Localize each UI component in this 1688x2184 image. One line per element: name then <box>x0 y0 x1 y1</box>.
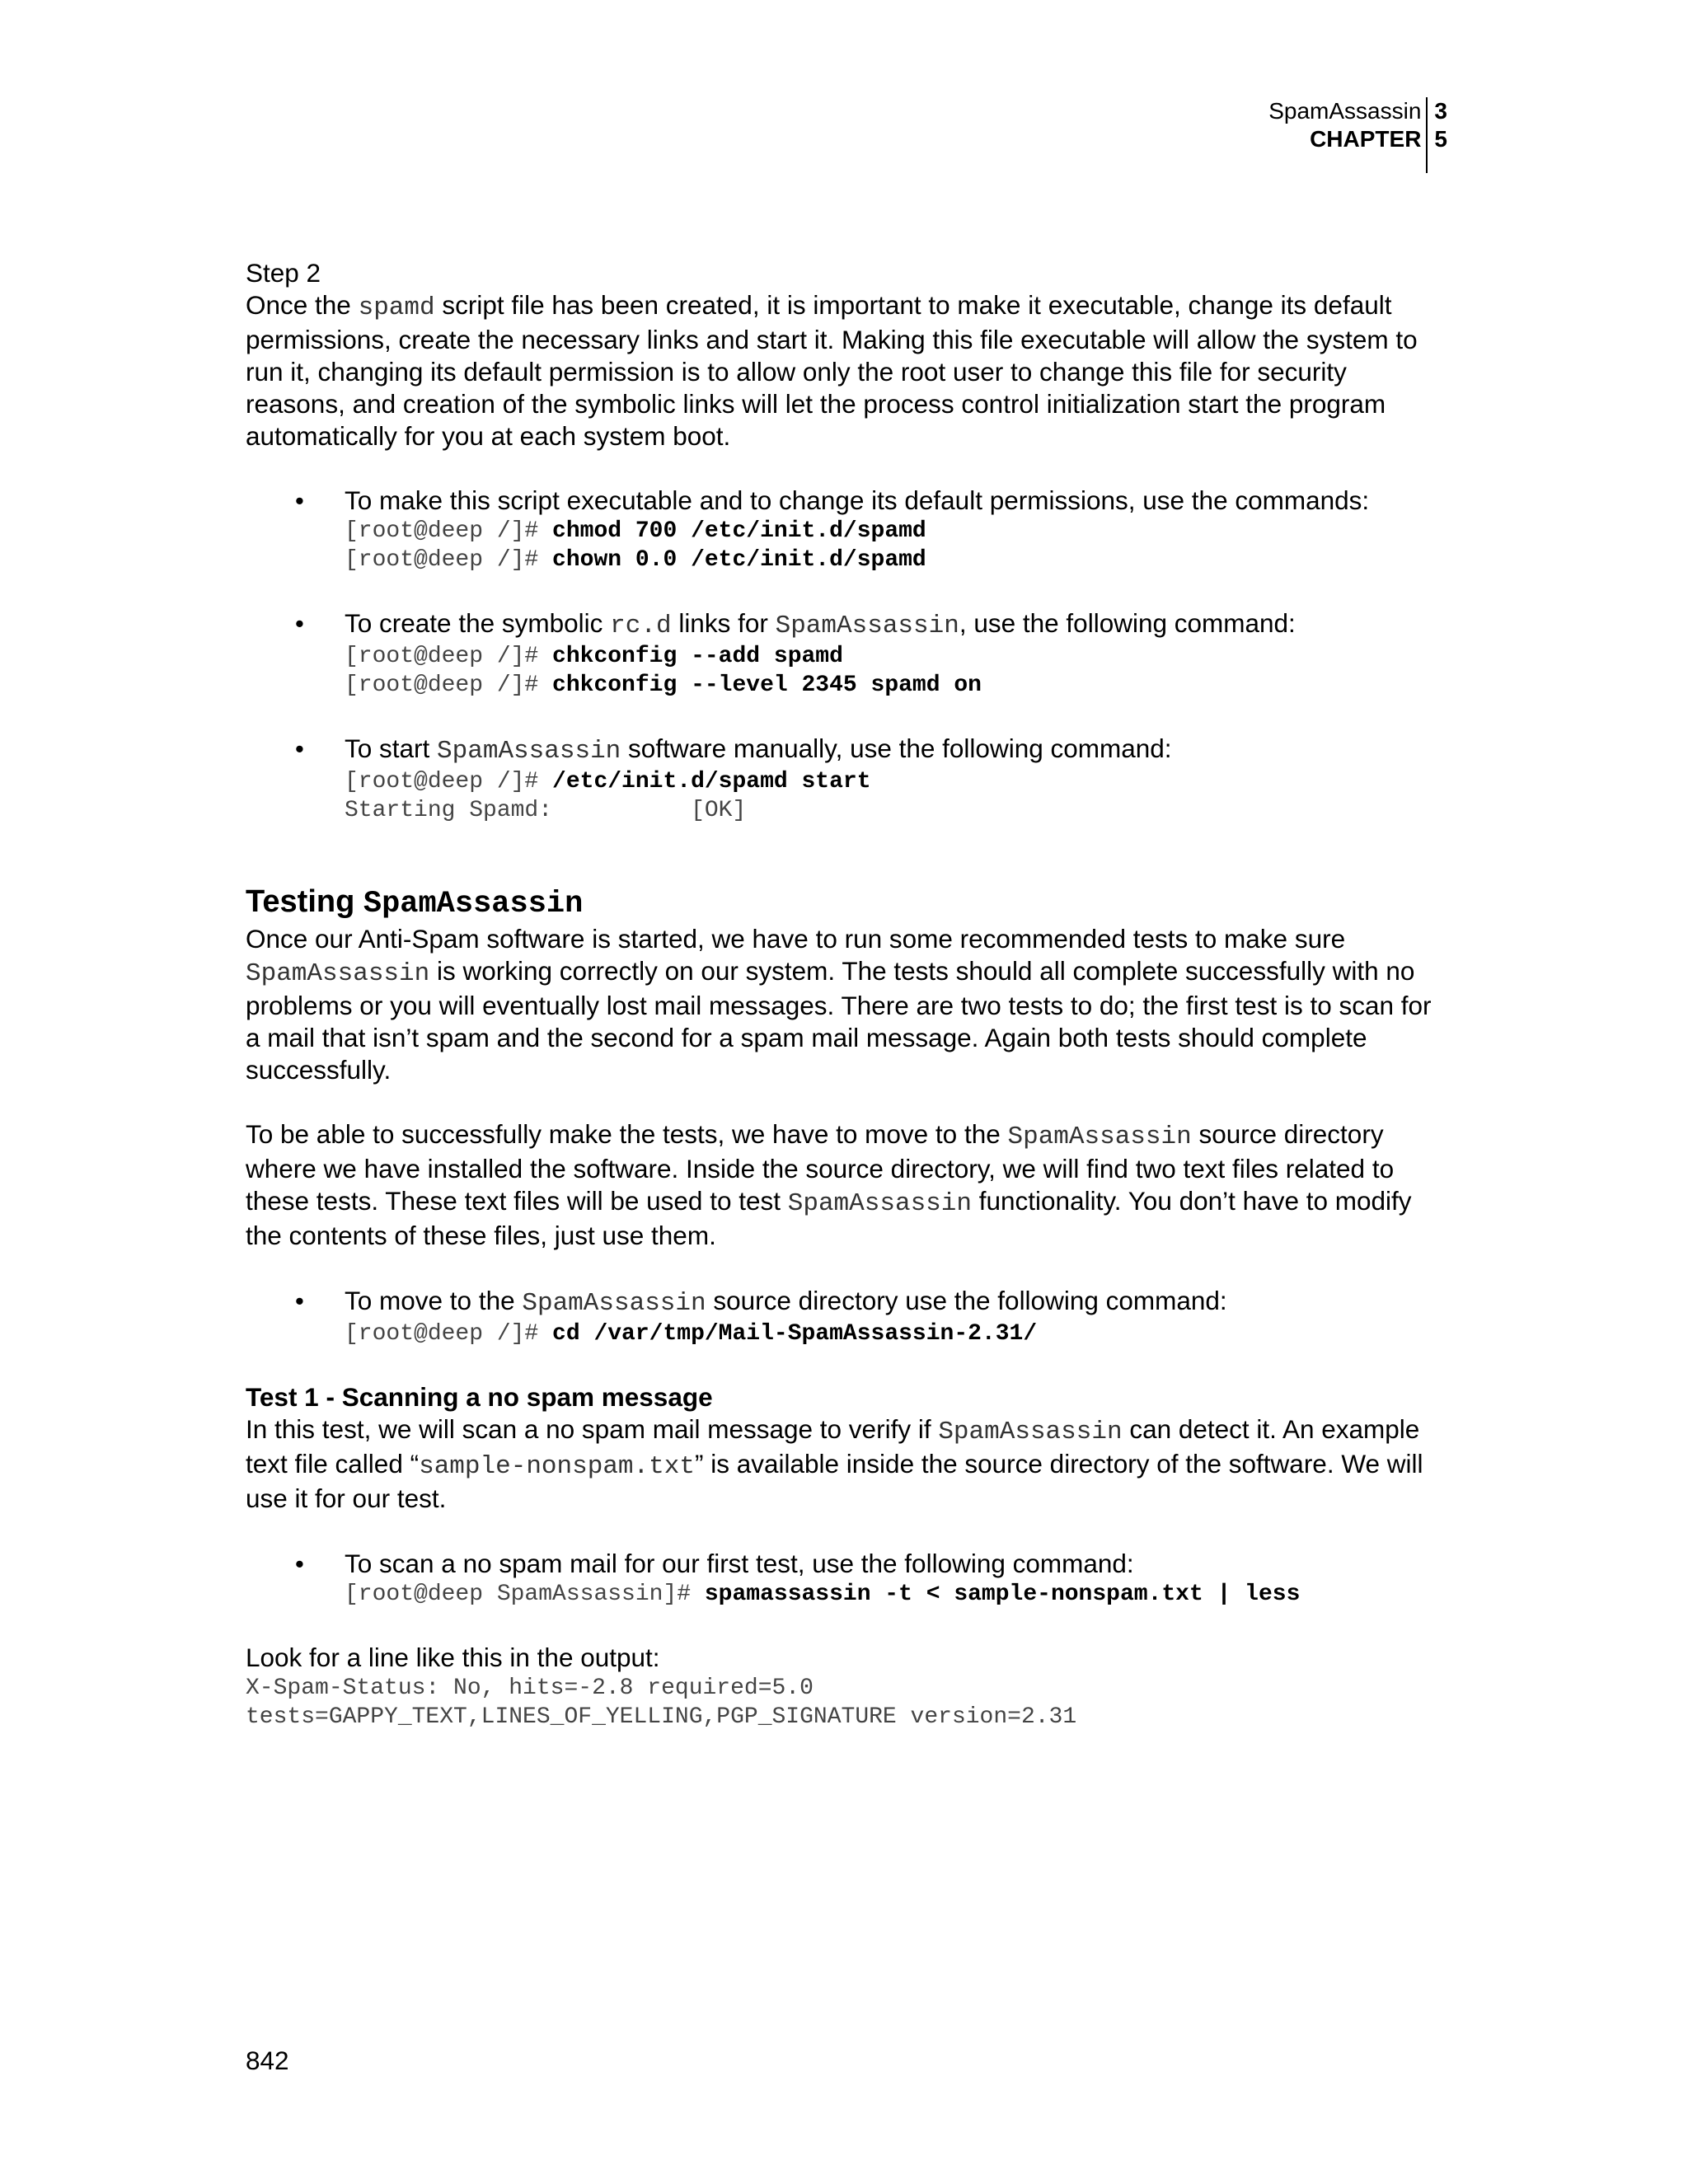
bullet-dot-icon: • <box>295 734 304 763</box>
bullet-item <box>246 607 1441 700</box>
test1-heading: Test 1 - Scanning a no spam message <box>246 1382 713 1412</box>
output-line: X-Spam-Status: No, hits=-2.8 required=5.0 <box>246 1675 814 1701</box>
bullet-item <box>246 733 1441 825</box>
command-line: [root@deep /]# chmod 700 /etc/init.d/spamd <box>345 518 926 544</box>
header-title: SpamAssassin <box>1268 98 1422 124</box>
bullet-item <box>246 1285 1441 1348</box>
bullet-text: To create the symbolic rc.d links for SpamAssassin, use the following command: <box>345 608 1296 640</box>
testing-paragraph-1: Once our Anti-Spam software is started, we have to run some recommended tests to make sure SpamAssassin is working correctly on our system. The tests should all complete successfully with no problems or you will eventually lost mail messages. There are two tests to do; the first test is to scan for a mail that isn’t spam and the second for a spam mail message. Again both tests should complete successfully. <box>246 924 1432 1085</box>
command-line: [root@deep /]# /etc/init.d/spamd start <box>345 769 871 794</box>
step2-paragraph: Once the spamd script file has been created, it is important to make it executable, change its default permissions, create the necessary links and start it. Making this file executable will allow the system to run it, changing its default permission is to allow only the root user to change this file for security reasons, and creation of the symbolic links will let the process control initialization start the program automatically for you at each system boot. <box>246 290 1418 451</box>
bullet-text: To move to the SpamAssassin source directory use the following command: <box>345 1286 1227 1318</box>
bullet-dot-icon: • <box>295 486 304 515</box>
testing-paragraph-2: To be able to successfully make the tests, we have to move to the SpamAssassin source directory where we have installed the software. Inside the source directory, we will find two text files related to these tests. These text files will be used to test SpamAssassin functionality. You don’t have to modify the contents of these files, just use them. <box>246 1119 1412 1250</box>
command-line: [root@deep /]# chkconfig --level 2345 spamd on <box>345 673 982 698</box>
output-line: tests=GAPPY_TEXT,LINES_OF_YELLING,PGP_SIGNATURE version=2.31 <box>246 1704 1077 1730</box>
test1-paragraph: In this test, we will scan a no spam mail message to verify if SpamAssassin can detect it. An example text file called “sample-nonspam.txt” is available inside the source directory of the software. We will use it for our test. <box>246 1414 1423 1513</box>
bullet-item <box>246 1548 1441 1609</box>
bullet-text: To start SpamAssassin software manually, use the following command: <box>345 733 1172 766</box>
command-line: [root@deep /]# chown 0.0 /etc/init.d/spamd <box>345 547 926 573</box>
bullet-item <box>246 485 1441 574</box>
header-chapter-num-2: 5 <box>1434 126 1447 152</box>
inline-code: spamd <box>358 293 435 322</box>
running-header <box>1268 97 1447 173</box>
bullet-text: To scan a no spam mail for our first test, use the following command: <box>345 1549 1134 1578</box>
command-line: [root@deep /]# chkconfig --add spamd <box>345 644 843 669</box>
bullet-dot-icon: • <box>295 609 304 638</box>
bullet-dot-icon: • <box>295 1549 304 1578</box>
bullet-dot-icon: • <box>295 1286 304 1315</box>
step2-heading: Step 2 <box>246 258 321 288</box>
command-line: [root@deep /]# cd /var/tmp/Mail-SpamAssassin-2.31/ <box>345 1321 1038 1347</box>
section-heading: Testing SpamAssassin <box>246 884 584 921</box>
command-line: [root@deep SpamAssassin]# spamassassin -t < sample-nonspam.txt | less <box>345 1582 1301 1607</box>
page-body <box>246 257 1441 1732</box>
command-output: Starting Spamd: [OK] <box>345 798 747 823</box>
page-number: 842 <box>246 2046 289 2075</box>
header-chapter-num-1: 3 <box>1434 98 1447 124</box>
bullet-text: To make this script executable and to change its default permissions, use the commands: <box>345 485 1370 515</box>
output-intro: Look for a line like this in the output: <box>246 1643 660 1672</box>
header-chapter-label: CHAPTER <box>1310 126 1422 152</box>
